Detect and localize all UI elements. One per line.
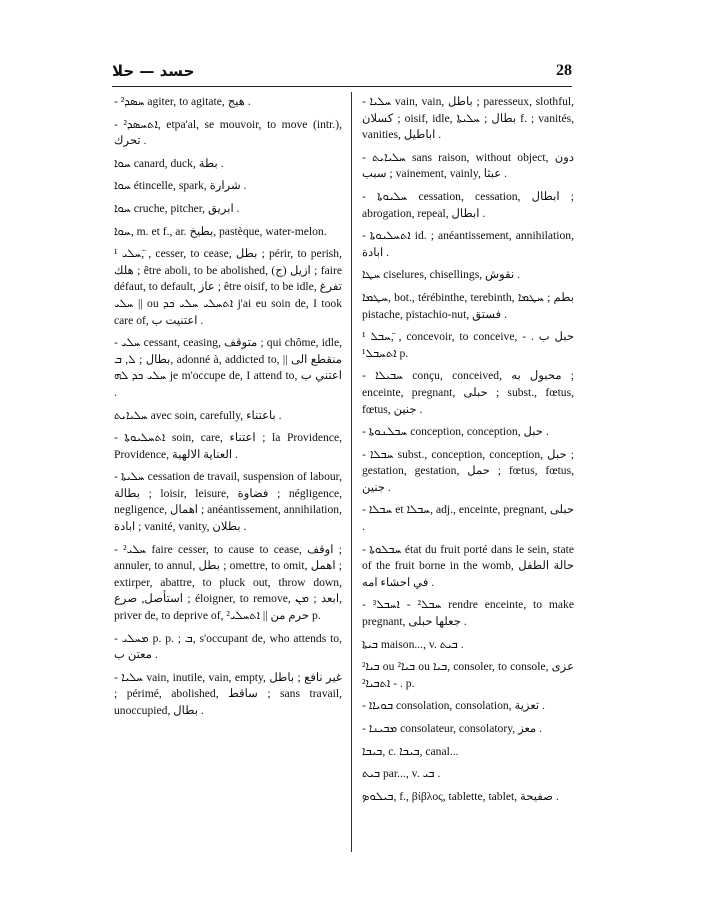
dictionary-entry: ܒܝܠܘܤ, f., βίβλος, tablette, tablet, صفيحة . — [362, 789, 559, 803]
left-column — [114, 94, 342, 726]
dictionary-entry: ܚܘܐ étincelle, spark, شرارة . — [114, 179, 247, 193]
dictionary-entry: - ܚܠܝܬܐ cessation de travail, suspension of labour, بطالة ; loisir, leisure, فضاوة ; négligence, negligence, اهمال ; anéantissement, annihilation, ابادة ; vanité, vanity, بطلان . — [114, 470, 342, 534]
dictionary-entry: ܚܛܐ ciselures, chisellings, نقوش . — [362, 268, 521, 282]
dictionary-entry: - ܚܒܠܐ et ܚܒܠܐ, adj., enceinte, pregnant, حبلى . — [362, 503, 574, 534]
dictionary-entry: - ܚܠܝܐܝܬ sans raison, without object, دون سبب ; vainement, vainly, عبثا . — [362, 150, 575, 181]
dictionary-entry: - ܚܠܝ cessant, ceasing, متوقف ; qui chôme, idle, بطال ; ܠ, ܒ, adonné à, addicted to, منقطع الى || ܚܠܝ ܟܕ ܠܗ je m'occupe de, I attend to, اعتني ب . — [114, 336, 342, 399]
dictionary-entry: ܒܝܒܐ, c. ܒܝܒܐ, canal... — [362, 744, 459, 758]
dictionary-entry: - ܡܒܝܢܐ consolateur, consolatory, معز . — [362, 722, 543, 735]
dictionary-entry: - ܒܘܝܐܐ consolation, consolation, تعزية . — [362, 699, 545, 713]
dictionary-entry: - ܚܒܠܐ subst., conception, conception, حبل ; gestation, gestation, حمل ; fœtus, fœtus, جنين . — [362, 447, 574, 494]
dictionary-entry: - ܚܠܝܐ vain, inutile, vain, empty, غير نافع ; باطل ; périmé, abolished, ساقط ; sans travail, unoccupied, بطال . — [114, 670, 342, 717]
dictionary-entry: ܚܛܡܐ, bot., térébinthe, terebinth, بطم ; ܚܛܡܐ pistache, pistachio-nut, فستق . — [362, 290, 574, 321]
dictionary-entry: - ܡܚܠܝ p. p. ; ܒ, s'occupant de, who attends to, معتن ب . — [114, 631, 342, 662]
dictionary-entry: - ܚܒܠܢܘܬܐ conception, conception, حبل . — [362, 425, 549, 439]
dictionary-entry: ¹ ܚܠܝ, ̈, cesser, to cease, بطل ; périr, to perish, هلك ; être aboli, to be abolished, (ج) ازيل ; faire défaut, to default, عاز ; être oisif, to be idle, تفرغ || ܚܠܝ ou ܐܬܚܠܝ ܚܠܝ ܟܕ j'ai eu soin de, I took care of, اعتنيت ب . — [114, 247, 343, 327]
dictionary-entry: ܚܠܝܐܝܬ avec soin, carefully, باعتناء . — [114, 408, 282, 422]
dictionary-entry: - ܚܒܠܘܬܐ état du fruit porté dans le sein, state of the fruit borne in the womb, حالة الطفل في احشاء امه . — [362, 542, 574, 589]
column-divider — [351, 92, 352, 852]
dictionary-entry: - ܚܣܕ² agiter, to agitate, هيج . — [114, 95, 251, 108]
running-head: حسد — حلا — [112, 62, 195, 80]
right-column — [362, 94, 574, 811]
dictionary-entry: - ܐܬܚܣܕ², etpa'al, se mouvoir, to move (intr.), تحرك . — [114, 117, 342, 148]
page-header — [112, 62, 572, 84]
dictionary-entry: - ܚܒܠ² - ܐܚܒܠ³ rendre enceinte, to make pregnant, جعلها حبلى . — [362, 598, 575, 629]
dictionary-entry: ܚܘܐ, m. et f., ar. بطيخ, pastèque, water-melon. — [114, 224, 327, 238]
dictionary-entry: ¹ ܚܒܠ, ̈, concevoir, to conceive, حبل ب . - ܐܬܚܒܠ¹ p. — [362, 330, 574, 360]
dictionary-entry: ܚܘܐ cruche, pitcher, ابريق . — [114, 201, 240, 215]
dictionary-entry: ܒܝܬ par..., v. ܒܝ . — [362, 767, 441, 781]
page-number: 28 — [556, 62, 572, 79]
dictionary-entry: ܒܝܬܐ maison..., v. ܒܝܬ . — [362, 637, 464, 651]
dictionary-entry: - ܐܬܚܠܝܘܬܐ id. ; anéantissement, annihilation, ابادة . — [362, 229, 574, 259]
dictionary-entry: - ܚܠܝܘܬܐ cessation, cessation, ابطال ; abrogation, repeal, ابطال . — [362, 189, 574, 220]
dictionary-entry: - ܚܠܝܐ vain, vain, باطل ; paresseux, slothful, كسلان ; oisif, idle, بطال ; ܚܠܝܬܐ f. ; vanités, vanities, اباطيل . — [362, 95, 574, 142]
dictionary-entry: - ܚܠܝ² faire cesser, to cause to cease, اوقف ; annuler, to annul, بطل ; omettre, to omit, اهمل ; extirper, abattre, to pluck out, throw down, استأصل, صرع ; éloigner, to remove, ابعد ; ܡܢ, priver de, to deprive of, حرم من || ܐܬܚܠܝ² p. — [114, 542, 342, 623]
dictionary-entry: ܚܘܐ canard, duck, بطة . — [114, 156, 224, 170]
dictionary-entry: - ܚܒܝܠܐ conçu, conceived, محبول به ; enceinte, pregnant, حبلى ; subst., fœtus, fœtus, جنين . — [362, 369, 574, 416]
header-rule — [112, 86, 572, 87]
dictionary-entry: - ܐܬܚܠܝܘܬܐ soin, care, اعتناء ; la Providence, Providence, العناية الالهية . — [114, 431, 342, 461]
dictionary-entry: ܒܝܐ² ou ܒܝܐ² ou ܒܝܐ, consoler, to console, عزى . - ܐܬܒܝܐ² p. — [362, 660, 574, 690]
